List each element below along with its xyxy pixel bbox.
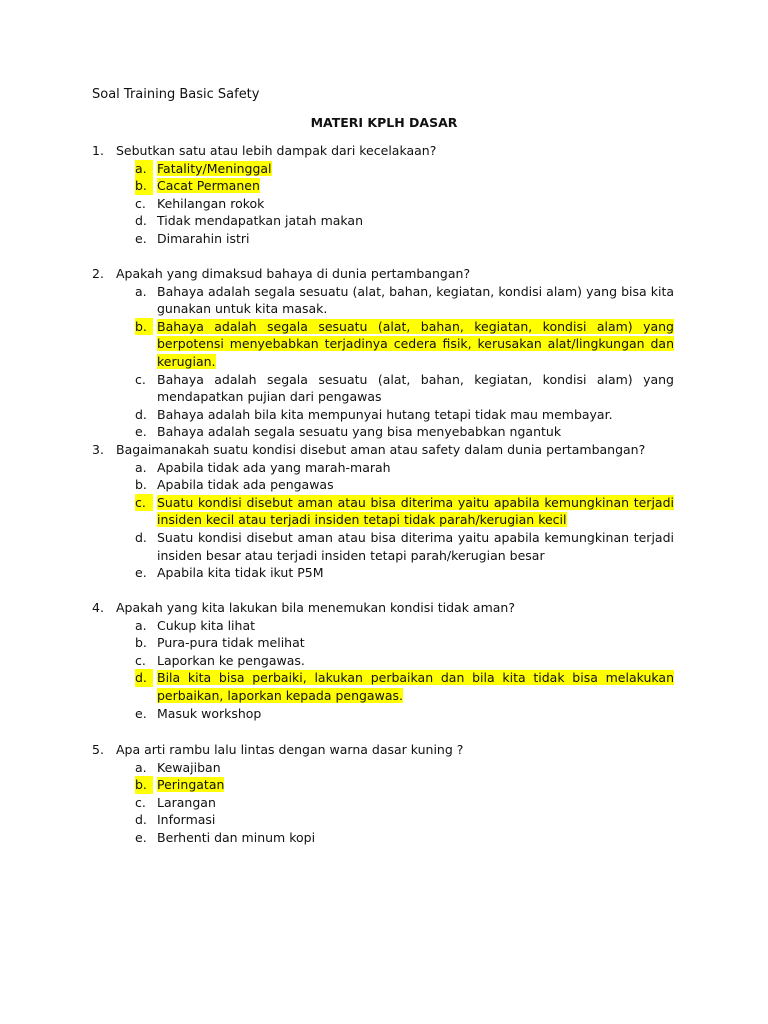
question-2 bbox=[92, 265, 674, 441]
option-text: Laporkan ke pengawas. bbox=[157, 652, 305, 668]
option-item bbox=[92, 406, 674, 424]
option-letter: b. bbox=[135, 776, 153, 794]
option-text: Bahaya adalah segala sesuatu (alat, bahan, kegiatan, kondisi alam) yang bisa kita gunakan untuk kita masak. bbox=[157, 283, 674, 317]
option-letter: c. bbox=[135, 494, 153, 512]
option-text: Larangan bbox=[157, 794, 216, 810]
option-list bbox=[92, 283, 674, 441]
question-4 bbox=[92, 599, 674, 722]
option-list bbox=[92, 160, 674, 248]
question-number: 4. bbox=[92, 600, 104, 615]
option-item bbox=[92, 776, 674, 794]
option-text: Masuk workshop bbox=[157, 705, 262, 721]
option-item bbox=[92, 652, 674, 670]
option-item bbox=[92, 811, 674, 829]
question-text: Apakah yang kita lakukan bila menemukan kondisi tidak aman? bbox=[116, 600, 515, 615]
option-text: Kehilangan rokok bbox=[157, 195, 265, 211]
option-letter: e. bbox=[135, 829, 147, 845]
option-item bbox=[92, 195, 674, 213]
option-letter: d. bbox=[135, 529, 147, 545]
option-text: Kewajiban bbox=[157, 759, 221, 775]
option-item bbox=[92, 459, 674, 477]
question-text: Apakah yang dimaksud bahaya di dunia pertambangan? bbox=[116, 266, 471, 281]
question-number: 5. bbox=[92, 742, 104, 757]
option-letter: c. bbox=[135, 652, 146, 668]
option-letter: b. bbox=[135, 177, 153, 195]
option-text: Apabila tidak ada pengawas bbox=[157, 477, 334, 493]
section-heading: MATERI KPLH DASAR bbox=[310, 115, 458, 130]
option-text: Cacat Permanen bbox=[157, 178, 260, 194]
option-letter: a. bbox=[135, 459, 147, 475]
option-text: Bahaya adalah segala sesuatu (alat, bahan, kegiatan, kondisi alam) yang berpotensi menyebabkan terjadinya cedera fisik, kerusakan alat/lingkungan dan kerugian. bbox=[157, 318, 674, 369]
option-item bbox=[92, 230, 674, 248]
option-item bbox=[92, 371, 674, 406]
option-letter: e. bbox=[135, 230, 147, 246]
option-letter: e. bbox=[135, 424, 147, 440]
option-letter: b. bbox=[135, 318, 153, 336]
option-text: Bahaya adalah segala sesuatu yang bisa menyebabkan ngantuk bbox=[157, 424, 562, 440]
option-text: Cukup kita lihat bbox=[157, 617, 256, 633]
question-number: 3. bbox=[92, 442, 104, 457]
question-number: 1. bbox=[92, 143, 104, 158]
question-text: Bagaimanakah suatu kondisi disebut aman atau safety dalam dunia pertambangan? bbox=[116, 442, 646, 457]
question-3 bbox=[92, 441, 674, 582]
option-text: Bahaya adalah bila kita mempunyai hutang tetapi tidak mau membayar. bbox=[157, 406, 613, 422]
option-item bbox=[92, 705, 674, 723]
option-item bbox=[92, 494, 674, 529]
option-item bbox=[92, 177, 674, 195]
option-item bbox=[92, 617, 674, 635]
option-list bbox=[92, 617, 674, 723]
option-item bbox=[92, 318, 674, 371]
option-item bbox=[92, 283, 674, 318]
option-letter: a. bbox=[135, 160, 153, 178]
question-row bbox=[92, 441, 674, 459]
option-letter: d. bbox=[135, 406, 147, 422]
option-item bbox=[92, 160, 674, 178]
question-row bbox=[92, 599, 674, 617]
question-1 bbox=[92, 142, 674, 248]
question-text: Sebutkan satu atau lebih dampak dari kecelakaan? bbox=[116, 143, 437, 158]
option-list bbox=[92, 459, 674, 582]
option-item bbox=[92, 634, 674, 652]
option-letter: e. bbox=[135, 705, 147, 721]
option-text: Fatality/Meninggal bbox=[157, 160, 272, 176]
option-letter: c. bbox=[135, 794, 146, 810]
option-item bbox=[92, 476, 674, 494]
option-list bbox=[92, 759, 674, 847]
option-item bbox=[92, 564, 674, 582]
option-letter: d. bbox=[135, 213, 147, 229]
document-title: Soal Training Basic Safety bbox=[92, 87, 260, 102]
question-row bbox=[92, 741, 674, 759]
option-text: Apabila kita tidak ikut P5M bbox=[157, 565, 324, 581]
option-letter: c. bbox=[135, 195, 146, 211]
question-row bbox=[92, 265, 674, 283]
question-5 bbox=[92, 741, 674, 847]
option-text: Apabila tidak ada yang marah-marah bbox=[157, 459, 391, 475]
option-text: Suatu kondisi disebut aman atau bisa diterima yaitu apabila kemungkinan terjadi insiden kecil atau terjadi insiden tetapi tidak parah/kerugian kecil bbox=[157, 494, 674, 528]
question-number: 2. bbox=[92, 266, 104, 281]
option-letter: a. bbox=[135, 617, 147, 633]
option-text: Informasi bbox=[157, 812, 216, 828]
option-letter: c. bbox=[135, 371, 146, 387]
option-item bbox=[92, 423, 674, 441]
option-letter: b. bbox=[135, 635, 147, 651]
option-letter: e. bbox=[135, 565, 147, 581]
option-text: Suatu kondisi disebut aman atau bisa diterima yaitu apabila kemungkinan terjadi insiden besar atau terjadi insiden tetapi parah/kerugian besar bbox=[157, 529, 674, 563]
option-item bbox=[92, 829, 674, 847]
option-letter: a. bbox=[135, 759, 147, 775]
option-text: Pura-pura tidak melihat bbox=[157, 635, 305, 651]
option-text: Peringatan bbox=[157, 777, 225, 793]
option-item bbox=[92, 212, 674, 230]
question-text: Apa arti rambu lalu lintas dengan warna dasar kuning ? bbox=[116, 742, 464, 757]
option-item bbox=[92, 759, 674, 777]
option-item bbox=[92, 669, 674, 704]
option-text: Bahaya adalah segala sesuatu (alat, bahan, kegiatan, kondisi alam) yang mendapatkan pujian dari pengawas bbox=[157, 371, 674, 405]
option-letter: d. bbox=[135, 812, 147, 828]
option-letter: b. bbox=[135, 477, 147, 493]
option-letter: a. bbox=[135, 283, 147, 299]
question-row bbox=[92, 142, 674, 160]
option-text: Dimarahin istri bbox=[157, 230, 250, 246]
option-item bbox=[92, 794, 674, 812]
option-text: Berhenti dan minum kopi bbox=[157, 829, 316, 845]
option-text: Tidak mendapatkan jatah makan bbox=[157, 213, 364, 229]
option-item bbox=[92, 529, 674, 564]
option-text: Bila kita bisa perbaiki, lakukan perbaikan dan bila kita tidak bisa melakukan perbaikan, laporkan kepada pengawas. bbox=[157, 670, 674, 703]
option-letter: d. bbox=[135, 669, 153, 687]
